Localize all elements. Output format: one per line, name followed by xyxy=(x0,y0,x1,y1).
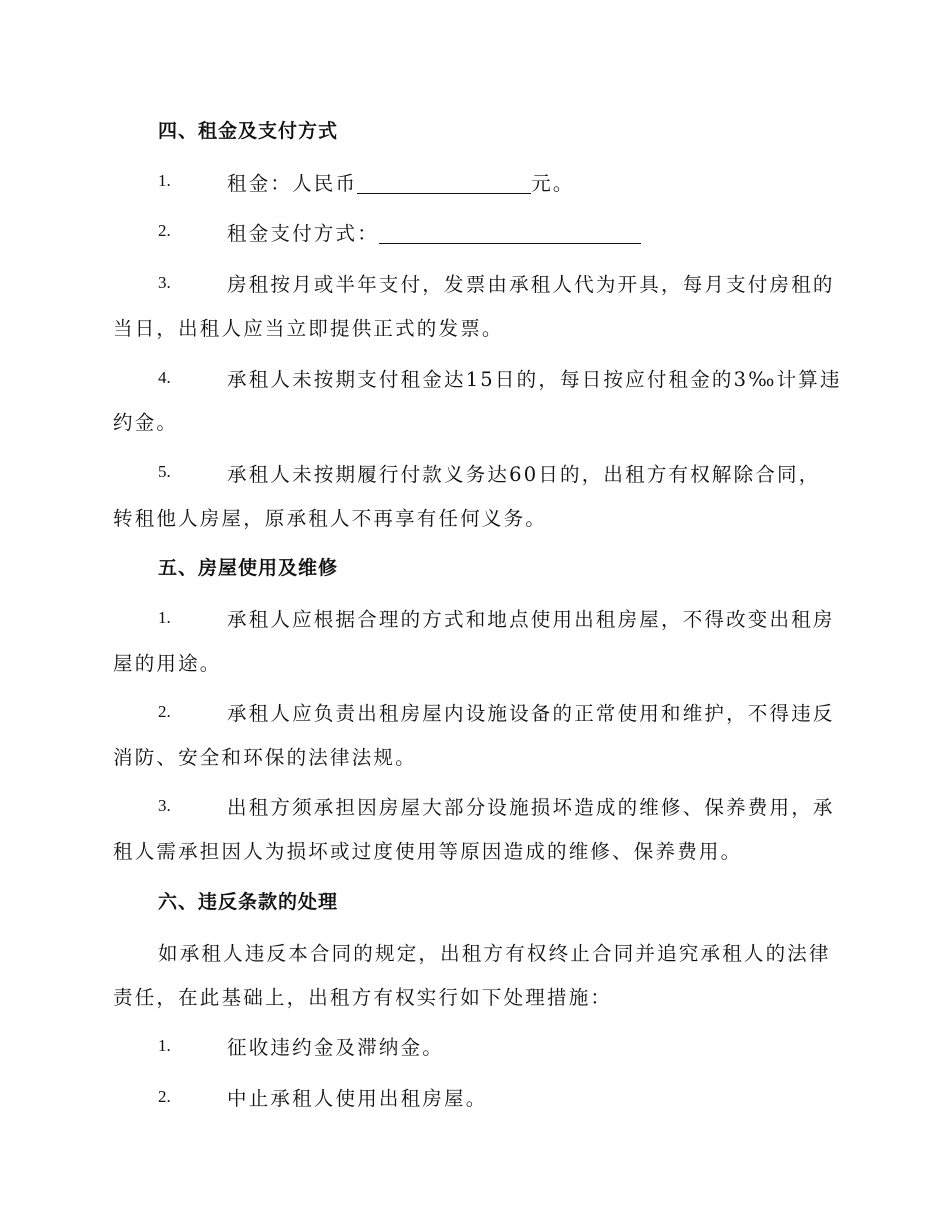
section-heading-6: 六、违反条款的处理 xyxy=(158,891,339,913)
intro-line: 责任，在此基础上，出租方有权实行如下处理措施： xyxy=(113,986,613,1009)
item-number: 1. xyxy=(158,171,171,190)
clause-line: 承租人未按期支付租金达15日的，每日按应付租金的3‰计算违 xyxy=(227,368,842,391)
item-number: 2. xyxy=(158,702,171,721)
clause-line: 当日，出租人应当立即提供正式的发票。 xyxy=(113,317,504,340)
item-number: 1. xyxy=(158,1036,171,1055)
clause-line: 中止承租人使用出租房屋。 xyxy=(227,1087,488,1110)
section-heading-4: 四、租金及支付方式 xyxy=(158,120,339,142)
clause-line: 承租人应负责出租房屋内设施设备的正常使用和维护，不得违反 xyxy=(227,702,835,725)
item-number: 4. xyxy=(158,368,171,387)
clause-line: 屋的用途。 xyxy=(113,652,222,675)
item-number: 1. xyxy=(158,608,171,627)
intro-line: 如承租人违反本合同的规定，出租方有权终止合同并追究承租人的法律 xyxy=(158,942,831,965)
item-number: 3. xyxy=(158,273,171,292)
clause-text: 租金支付方式： xyxy=(227,222,379,245)
section-heading-5: 五、房屋使用及维修 xyxy=(158,557,339,579)
rent-amount-blank xyxy=(357,173,531,194)
clause-line: 转租他人房屋，原承租人不再享有任何义务。 xyxy=(113,507,548,530)
clause-line: 租人需承担因人为损坏或过度使用等原因造成的维修、保养费用。 xyxy=(113,840,743,863)
clause-text: 租金：人民币 xyxy=(227,172,358,195)
clause-line: 承租人应根据合理的方式和地点使用出租房屋，不得改变出租房 xyxy=(227,608,835,631)
clause-line: 房租按月或半年支付，发票由承租人代为开具，每月支付房租的 xyxy=(227,273,835,296)
item-number: 2. xyxy=(158,1087,171,1106)
clause-line: 出租方须承担因房屋大部分设施损坏造成的维修、保养费用，承 xyxy=(227,796,835,819)
item-number: 3. xyxy=(158,796,171,815)
clause-line: 约金。 xyxy=(113,411,179,434)
item-number: 5. xyxy=(158,462,171,481)
item-number: 2. xyxy=(158,221,171,240)
clause-rent-amount xyxy=(227,168,575,196)
clause-line: 征收违约金及滞纳金。 xyxy=(227,1036,445,1059)
clause-payment-method xyxy=(227,218,641,246)
clause-line: 承租人未按期履行付款义务达60日的，出租方有权解除合同， xyxy=(227,463,821,486)
clause-text: 元。 xyxy=(531,172,575,195)
clause-line: 消防、安全和环保的法律法规。 xyxy=(113,746,417,769)
payment-method-blank xyxy=(379,223,641,244)
